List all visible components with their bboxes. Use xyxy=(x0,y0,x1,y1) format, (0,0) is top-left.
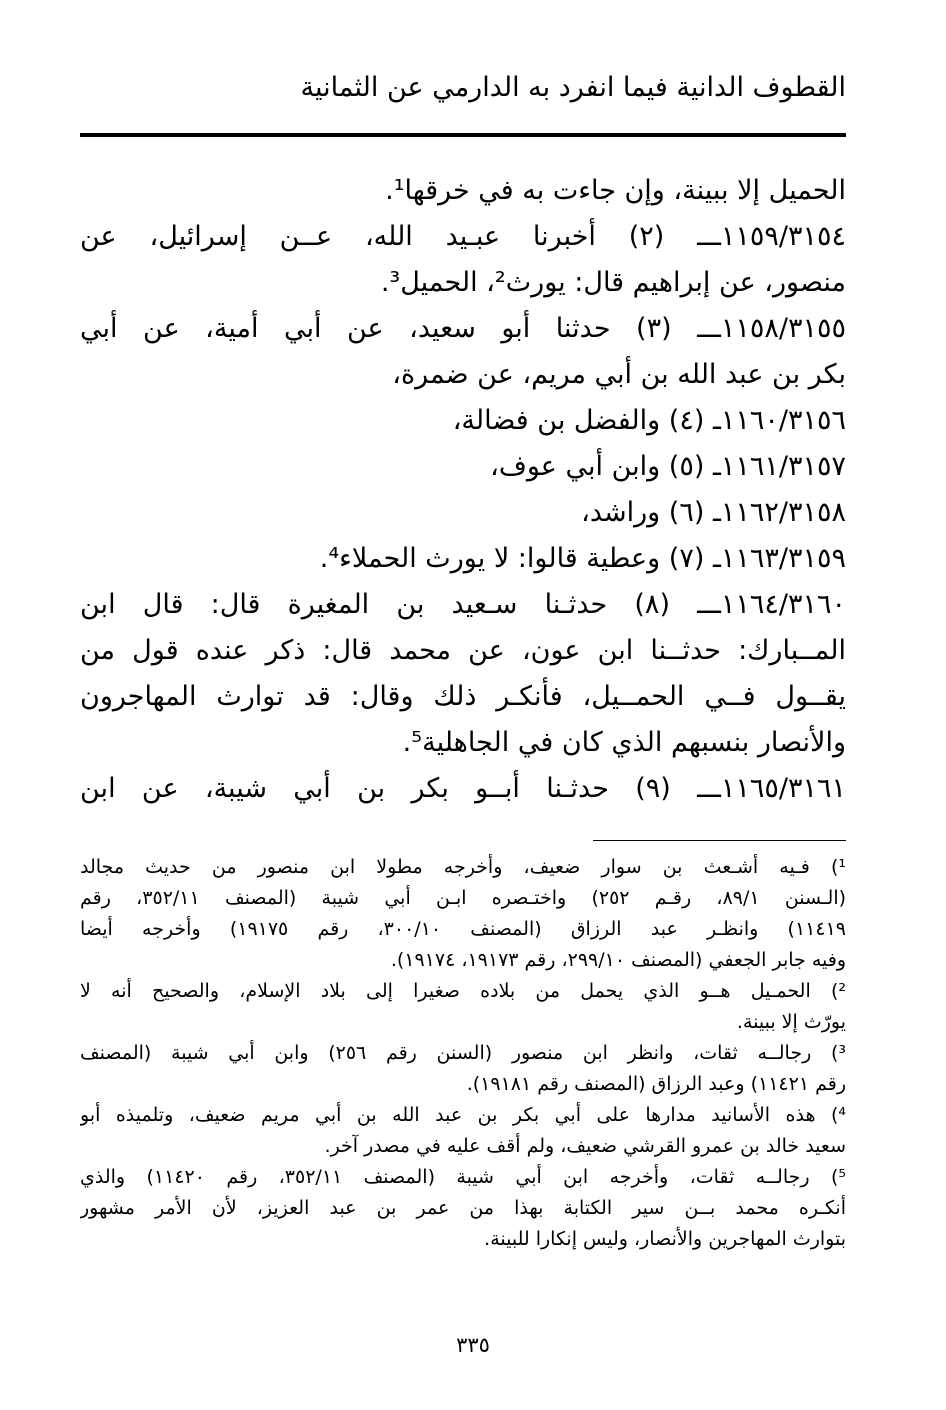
text-line: منصور، عن إبراهيم قال: يورث²، الحميل³. xyxy=(380,267,846,298)
text-line: ١١٥٨/٣١٥٥ـــ (٣) حدثنا أبو سعيد، عن أبي أمية، عن أبي xyxy=(80,313,846,344)
footnote-divider xyxy=(593,840,846,841)
page-number: ٣٣٥ xyxy=(456,1333,490,1357)
footnote-line: ¹) فـيه أشـعث بن سوار ضعيف، وأخرجه مطولا ابن منصور من حديث مجالد xyxy=(80,856,846,878)
text-line: والأنصار بنسبهم الذي كان في الجاهلية⁵. xyxy=(402,727,846,758)
text-line: ١١٦٤/٣١٦٠ـــ (٨) حدثـنا سـعيد بن المغيرة قال: قال ابن xyxy=(80,589,846,620)
footnote-line: رقم ١١٤٢١) وعبد الرزاق (المصنف رقم ١٩١٨١). xyxy=(466,1073,846,1095)
text-line: الحميل إلا ببينة، وإن جاءت به في خرقها¹. xyxy=(385,175,846,206)
footnote-line: يورّث إلا ببينة. xyxy=(736,1011,846,1033)
text-line: ١١٦٥/٣١٦١ـــ (٩) حدثـنا أبــو بكر بن أبي شيبة، عن ابن xyxy=(80,773,846,804)
footnote-line: ⁵) رجالــه ثقات، وأخرجه ابن أبي شيبة (المصنف ٣٥٢/١١، رقم ١١٤٢٠) والذي xyxy=(80,1166,846,1188)
header-divider xyxy=(80,133,846,137)
footnotes xyxy=(80,852,846,1255)
text-line: ١١٦٣/٣١٥٩ـ (٧) وعطية قالوا: لا يورث الحملاء⁴. xyxy=(319,543,846,574)
main-text xyxy=(80,168,846,812)
footnote-line: ³) رجالــه ثقات، وانظر ابن منصور (السنن رقم ٢٥٦) وابن أبي شيبة (المصنف xyxy=(80,1042,846,1064)
footnote-line: وفيه جابر الجعفي (المصنف ٢٩٩/١٠، رقم ١٩١٧٣، ١٩١٧٤). xyxy=(390,949,846,971)
text-line: يقــول فــي الحمــيل، فأنكـر ذلك وقال: قد توارث المهاجرون xyxy=(80,681,846,712)
footnote-line: ⁴) هذه الأسانيد مدارها على أبي بكر بن عبد الله بن أبي مريم ضعيف، وتلميذه أبو xyxy=(80,1104,846,1126)
footnote-line: أنكـره محمد بــن سير الكتابة بهذا من عمر بن عبد العزيز، لأن الأمر مشهور xyxy=(80,1197,846,1219)
text-line: ١١٦١/٣١٥٧ـ (٥) وابن أبي عوف، xyxy=(490,451,846,482)
text-line: ١١٥٩/٣١٥٤ـــ (٢) أخبرنا عبـيد الله، عــن إسرائيل، عن xyxy=(80,221,846,252)
text-line: ١١٦٠/٣١٥٦ـ (٤) والفضل بن فضالة، xyxy=(452,405,846,436)
text-line: ١١٦٢/٣١٥٨ـ (٦) وراشد، xyxy=(581,497,846,528)
text-line: بكر بن عبد الله بن أبي مريم، عن ضمرة، xyxy=(392,359,846,390)
footnote-line: ²) الحمـيل هــو الذي يحمل من بلاده صغيرا إلى بلاد الإسلام، والصحيح أنه لا xyxy=(80,980,846,1002)
footnote-line: (الـسنن ٨٩/١، رقـم ٢٥٢) واختـصره ابـن أبي شيبة (المصنف ٣٥٢/١١، رقم xyxy=(80,887,846,909)
running-header: القطوف الدانية فيما انفرد به الدارمي عن الثمانية xyxy=(300,72,846,103)
footnote-line: سعيد خالد بن عمرو القرشي ضعيف، ولم أقف عليه في مصدر آخر. xyxy=(324,1135,846,1157)
footnote-line: بتوارث المهاجرين والأنصار، وليس إنكارا للبينة. xyxy=(484,1228,846,1250)
footnote-line: ١١٤١٩) وانظـر عبد الرزاق (المصنف ٣٠٠/١٠، رقم ١٩١٧٥) وأخرجه أيضا xyxy=(80,918,846,940)
text-line: المــبارك: حدثــنا ابن عون، عن محمد قال: ذكر عنده قول من xyxy=(80,635,846,666)
